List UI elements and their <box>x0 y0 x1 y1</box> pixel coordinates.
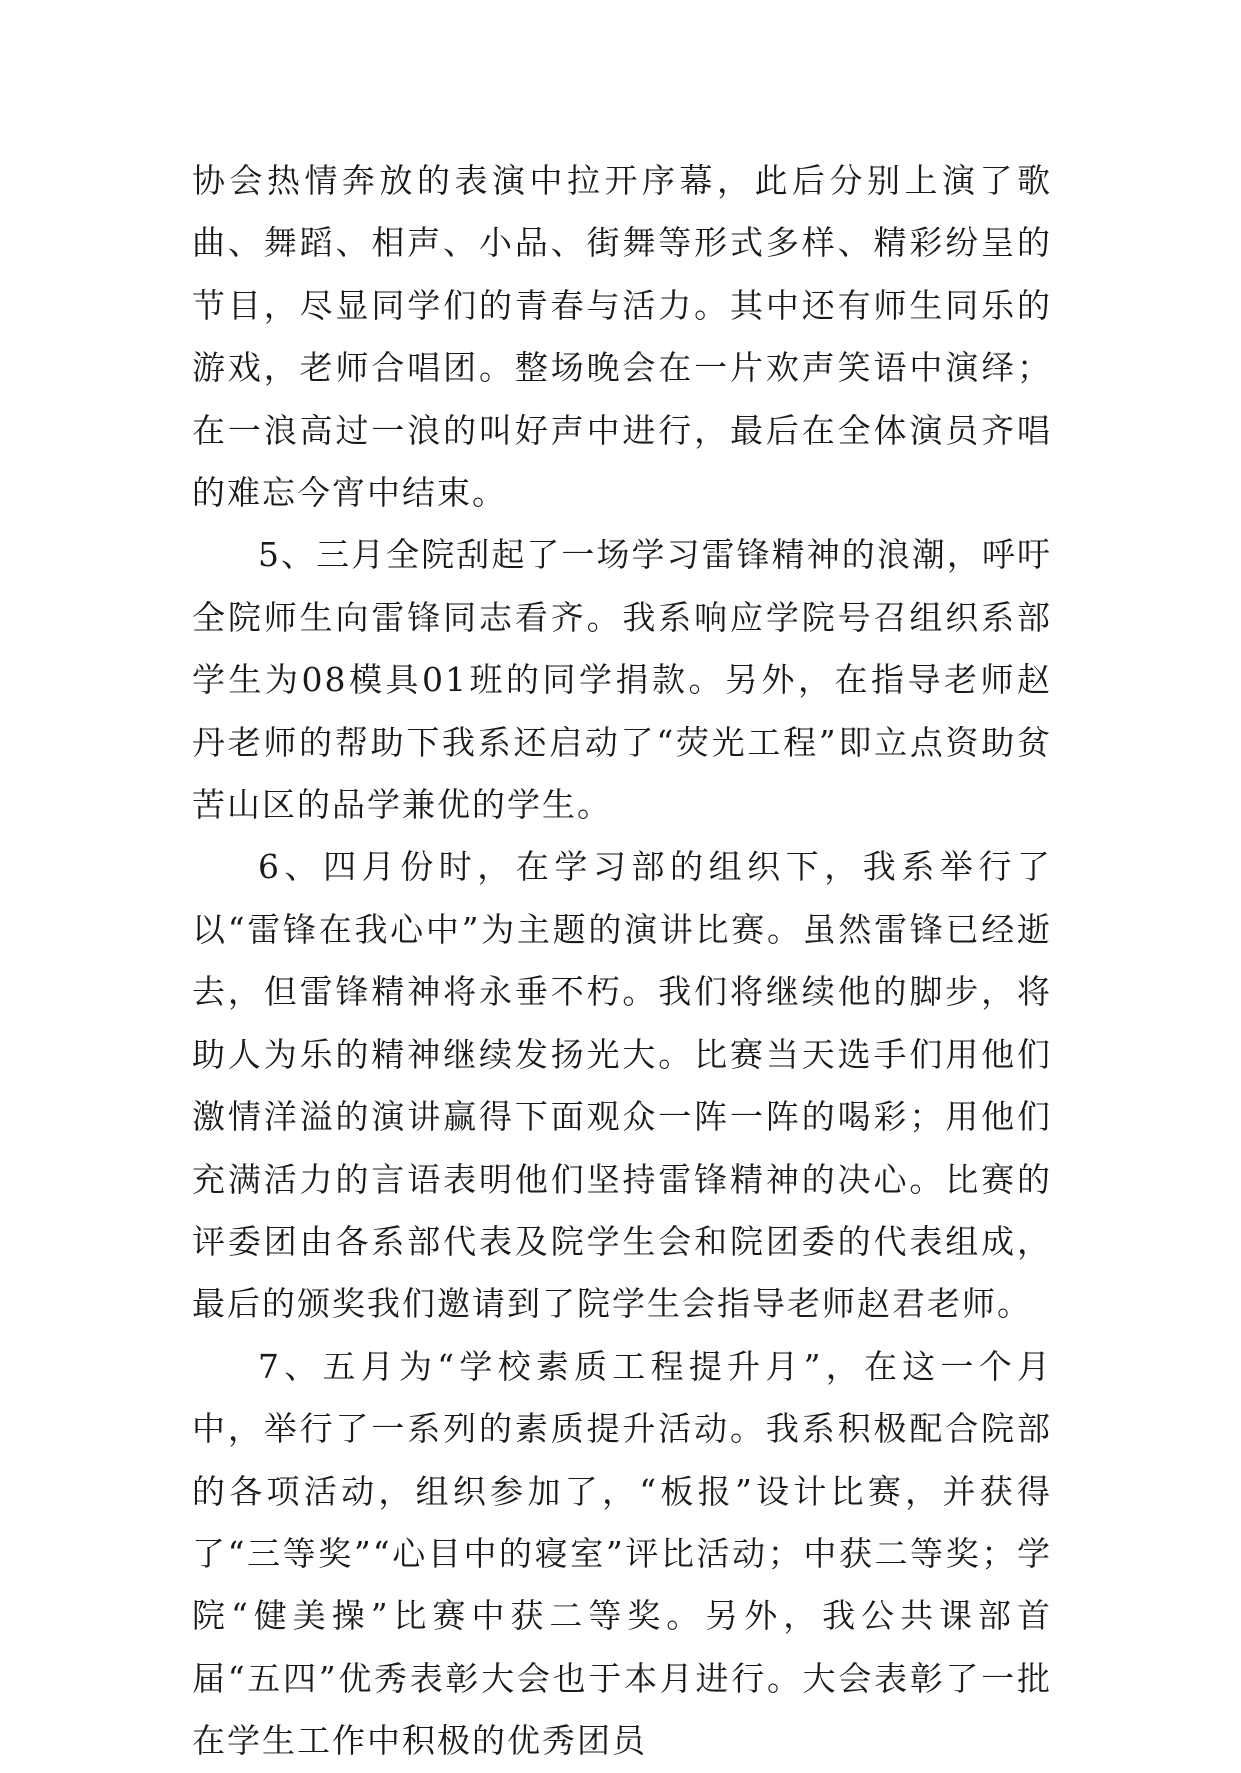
paragraph-item-7: 7、五月为“学校素质工程提升月”，在这一个月中，举行了一系列的素质提升活动。我系积极配合院部的各项活动，组织参加了，“板报”设计比赛，并获得了“三等奖”“心目中的寝室”评比活动；中获二等奖；学院“健美操”比赛中获二等奖。另外，我公共课部首届“五四”优秀表彰大会也于本月进行。大会表彰了一批在学生工作中积极的优秀团员 <box>192 1346 1052 1761</box>
document-body <box>192 150 1052 1773</box>
paragraph-item-6: 6、四月份时，在学习部的组织下，我系举行了以“雷锋在我心中”为主题的演讲比赛。虽然雷锋已经逝去，但雷锋精神将永垂不朽。我们将继续他的脚步，将助人为乐的精神继续发扬光大。比赛当天选手们用他们激情洋溢的演讲赢得下面观众一阵一阵的喝彩；用他们充满活力的言语表明他们坚持雷锋精神的决心。比赛的评委团由各系部代表及院学生会和院团委的代表组成，最后的颁奖我们邀请到了院学生会指导老师赵君老师。 <box>192 847 1052 1324</box>
paragraph-item-5: 5、三月全院刮起了一场学习雷锋精神的浪潮，呼吁全院师生向雷锋同志看齐。我系响应学院号召组织系部学生为08模具01班的同学捐款。另外，在指导老师赵丹老师的帮助下我系还启动了“荧光工程”即立点资助贫苦山区的品学兼优的学生。 <box>192 535 1052 825</box>
paragraph-opening-continuation: 协会热情奔放的表演中拉开序幕，此后分别上演了歌曲、舞蹈、相声、小品、街舞等形式多样、精彩纷呈的节目，尽显同学们的青春与活力。其中还有师生同乐的游戏，老师合唱团。整场晚会在一片欢声笑语中演绎；在一浪高过一浪的叫好声中进行，最后在全体演员齐唱的难忘今宵中结束。 <box>192 161 1052 513</box>
